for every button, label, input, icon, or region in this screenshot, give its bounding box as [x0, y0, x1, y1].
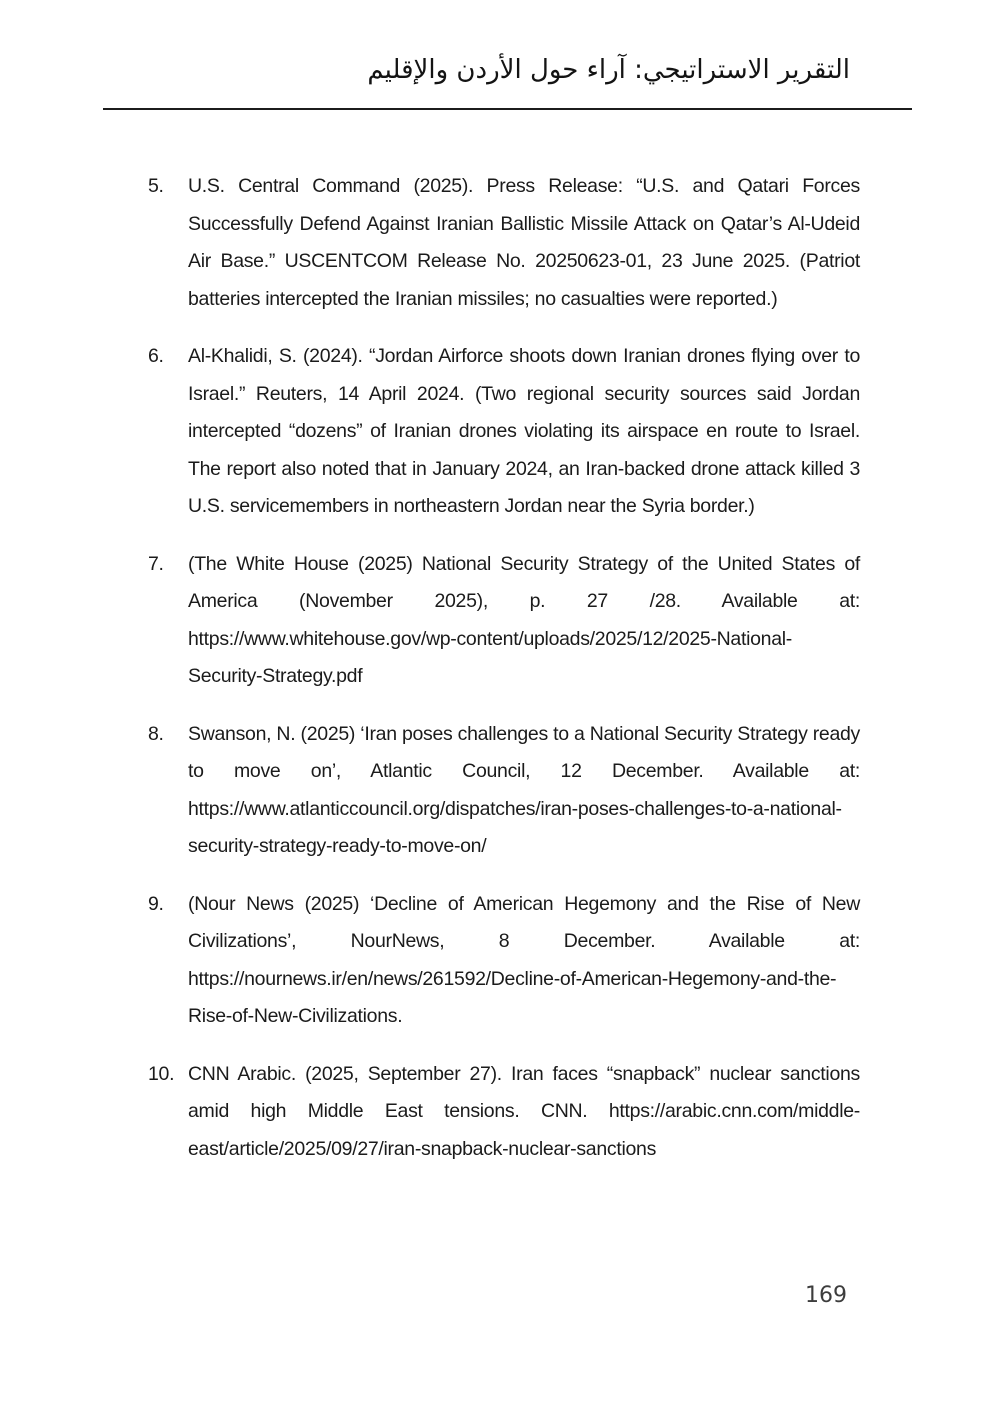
- reference-text: Al-Khalidi, S. (2024). “Jordan Airforce shoots down Iranian drones flying over to Israel.” Reuters, 14 April 2024. (Two regional security sources said Jordan intercepted “dozens” of Iranian drones violating its airspace en route to Israel. The report also noted that in January 2024, an Iran-backed drone attack killed 3 U.S. servicemembers in northeastern Jordan near the Syria border.): [188, 345, 860, 517]
- reference-text: Swanson, N. (2025) ‘Iran poses challenges to a National Security Strategy ready to move on’, Atlantic Council, 12 December. Available at: https://www.atlanticcouncil.org/dispatches/iran-poses-challenges-to-a-national-security-strategy-ready-to-move-on/: [188, 722, 860, 857]
- reference-item: [148, 886, 860, 1036]
- reference-item: [148, 168, 860, 318]
- reference-number: 9.: [148, 892, 164, 915]
- reference-number: 8.: [148, 722, 164, 745]
- page-number: 169: [805, 1283, 847, 1308]
- reference-item: [148, 546, 860, 696]
- references-list: [148, 168, 860, 1188]
- reference-number: 7.: [148, 552, 164, 575]
- reference-number: 6.: [148, 345, 164, 367]
- reference-item: [148, 716, 860, 866]
- running-header-arabic: التقرير الاستراتيجي: آراء حول الأردن والإقليم: [367, 55, 850, 85]
- reference-text: U.S. Central Command (2025). Press Release: “U.S. and Qatari Forces Successfully Defend Against Iranian Ballistic Missile Attack on Qatar’s Al-Udeid Air Base.” USCENTCOM Release No. 20250623-01, 23 June 2025. (Patriot batteries intercepted the Iranian missiles; no casualties were reported.): [188, 175, 860, 310]
- reference-number: 10.: [148, 1062, 175, 1085]
- reference-text: CNN Arabic. (2025, September 27). Iran faces “snapback” nuclear sanctions amid high Middle East tensions. CNN. https://arabic.cnn.com/middle-east/article/2025/09/27/iran-snapback-nuclear-sanctions: [188, 1062, 860, 1160]
- reference-item: [148, 338, 860, 526]
- reference-text: (Nour News (2025) ‘Decline of American Hegemony and the Rise of New Civilizations’, NourNews, 8 December. Available at: https://nournews.ir/en/news/261592/Decline-of-American-Hegemony-and-the-Rise-of-New-Civilizations.: [188, 892, 860, 1027]
- reference-text: (The White House (2025) National Security Strategy of the United States of America (November 2025), p. 27 /28. Available at: https://www.whitehouse.gov/wp-content/uploads/2025/12/2025-National-Security-Strategy.pdf: [188, 552, 860, 687]
- reference-number: 5.: [148, 175, 164, 197]
- header-divider-rule: [103, 108, 912, 110]
- reference-item: [148, 1056, 860, 1169]
